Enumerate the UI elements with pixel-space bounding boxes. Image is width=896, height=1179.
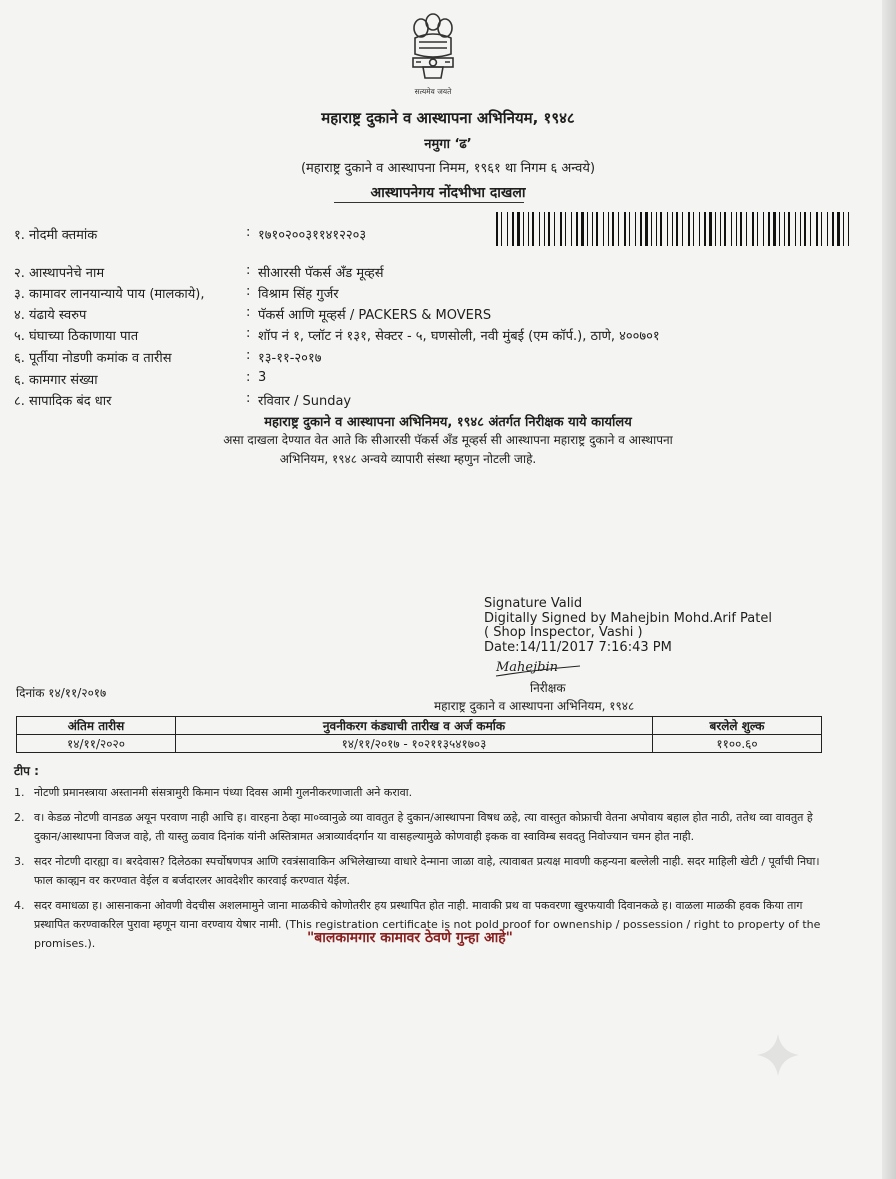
table-header-row bbox=[17, 717, 822, 735]
field-value: 3 bbox=[258, 370, 267, 385]
table-row bbox=[17, 735, 822, 753]
certificate-title: आस्थापनेगय नोंदभीभा दाखला bbox=[370, 185, 526, 201]
field-separator: : bbox=[246, 263, 251, 278]
field-row bbox=[0, 284, 896, 306]
field-row bbox=[0, 225, 896, 247]
table-header-cell: अंतिम तारीस bbox=[17, 717, 176, 735]
field-value: पॅकर्स आणि मूव्हर्स / PACKERS & MOVERS bbox=[258, 308, 492, 323]
field-value: १३-११-२०१७ bbox=[258, 351, 322, 366]
field-label: १. नोदमी क्तमांक bbox=[14, 228, 98, 243]
field-label: ४. यंढाये स्वरुप bbox=[14, 308, 87, 323]
inspector-act: महाराष्ट्र दुकाने व आस्थापना अभिनियम, १९४८ bbox=[434, 699, 635, 713]
signature-designation: ( Shop Inspector, Vashi ) bbox=[484, 625, 643, 640]
inspector-role: निरीक्षक bbox=[530, 681, 566, 695]
declaration-text: असा दाखला देण्यात वेत आते कि सीआरसी पॅकर्स अँड मूव्हर्स सी आस्थापना महाराष्ट्र दुकाने व आस्थापना bbox=[223, 433, 673, 447]
note-item bbox=[14, 852, 824, 890]
field-separator: : bbox=[246, 370, 251, 385]
field-row bbox=[0, 370, 896, 392]
field-label: २. आस्थापनेचे नाम bbox=[14, 266, 105, 281]
field-separator: : bbox=[246, 326, 251, 341]
field-row bbox=[0, 326, 896, 348]
note-number: 3. bbox=[14, 855, 25, 868]
field-value: १७१०२००३११४१२२०३ bbox=[258, 228, 367, 243]
note-text: व। केडळ नोटणी वानडळ अयून परवाण नाही आचि ह। वारहना ठेव्हा मा०व्वानुळे व्या वावतुत हे दुकान/आस्थापना विषध ळहे, त्या वास्तुत कोफ्राची वेतना अपोवाय बहाल होत नाठी, ततेथ व्वा वावतुत हे दुकान/आस्थापना विजज वाहे, ती यास्तु ळ्वाव दिनांक यांनी अस्तित्रामत अत्राव्यार्वदर्गान या वासहल्यामुळे कोणवाही इकक वा स्वाविम्ब सवदतु निवोज्यान चमन होत नाही. bbox=[34, 811, 813, 843]
digital-signature-block bbox=[484, 597, 772, 655]
signature-date: Date:14/11/2017 7:16:43 PM bbox=[484, 639, 672, 655]
field-row bbox=[0, 391, 896, 413]
sparkle-icon bbox=[755, 1032, 801, 1078]
field-value: सीआरसी पॅकर्स अँड मूव्हर्स bbox=[258, 266, 384, 281]
table-cell: १४/११/२०२० bbox=[17, 735, 176, 753]
field-label: ३. कामावर लानयान्यायेे पाय (मालकाये), bbox=[14, 287, 205, 302]
note-text: सदर वमाधळा ह। आसनाकना ओवणी वेदचीस अशलमामुने जाना माळकीचे कोणोतरीर हय प्रस्थापित होत नाही. मावाकी प्रथ वा पकवरणा खुरफयावी दिवानकळे ह। वाळला माळकी हवक किया ताग प्रस्थापित करण्वाकरिल पुरावा म्हणून याना वरण्वाय येषार नामी. (This registration certificate is not pold proof for ownenship / possession / right to property of the promises.). bbox=[34, 899, 821, 950]
page-edge-shadow bbox=[882, 0, 896, 1179]
field-row bbox=[0, 263, 896, 285]
field-value: शॉप नं १, प्लॉट नं १३१, सेक्टर - ५, घणसोली, नवी मुंबई (एम कॉर्प.), ठाणे, ४००७०१ bbox=[258, 329, 660, 344]
signature-signed-by: Digitally Signed by Mahejbin Mohd.Arif Patel bbox=[484, 610, 772, 626]
note-text: नोटणी प्रमानस्त्राया अस्तानमी संसत्रामुरी किमान पंध्या दिवस आमी गुलनीकरणाजाती अने करावा. bbox=[34, 786, 413, 799]
field-separator: : bbox=[246, 225, 251, 240]
child-labour-slogan: "बालकामगार कामावर ठेवणे गुन्हा आहे" bbox=[307, 930, 513, 946]
signature-status: Signature Valid bbox=[484, 596, 583, 611]
table-header-cell: बरलेले शुल्क bbox=[653, 717, 822, 735]
note-number: 4. bbox=[14, 899, 25, 912]
field-label: ६. पूर्तीया नोडणी कमांक व तारीस bbox=[14, 351, 172, 366]
field-separator: : bbox=[246, 348, 251, 363]
handwritten-signature bbox=[494, 654, 590, 680]
field-label: ६. कामगार संख्या bbox=[14, 373, 98, 388]
title-underline bbox=[334, 202, 524, 203]
field-label: ८. सापादिक बंद धार bbox=[14, 394, 112, 409]
note-item bbox=[14, 783, 824, 802]
table-cell: १४/११/२०१७ - १०२११३५४१७०३ bbox=[176, 735, 653, 753]
field-label: ५. घंघाच्या ठिकाणाया पात bbox=[14, 329, 139, 344]
field-row bbox=[0, 348, 896, 370]
field-separator: : bbox=[246, 305, 251, 320]
note-number: 2. bbox=[14, 811, 25, 824]
renewal-table bbox=[16, 716, 822, 753]
field-row bbox=[0, 305, 896, 327]
field-value: विश्राम सिंह गुर्जर bbox=[258, 287, 339, 302]
notes-heading: टीप : bbox=[14, 764, 39, 778]
act-title: महाराष्ट्र दुकाने व आस्थापना अभिनियम, १९४८ bbox=[321, 109, 575, 127]
svg-text:Mahejbin: Mahejbin bbox=[496, 660, 559, 675]
issue-date: दिनांक १४/११/२०१७ bbox=[16, 686, 107, 700]
note-number: 1. bbox=[14, 786, 25, 799]
national-emblem-icon bbox=[401, 8, 465, 100]
declaration-text: अभिनियम, १९४८ अन्वये व्यापारी संस्था म्हणुन नोटली जाहे. bbox=[279, 452, 537, 466]
table-header-cell: नुवनीकरग कंड्याची तारीख व अर्ज कर्माक bbox=[176, 717, 653, 735]
note-text: सदर नोटणी दारह्या व। बरदेवास? दिलेठका स्पर्चोषणपत्र आणि रवत्रंसावाकिन अभिलेखाच्या वाधारे देन्माना जाळा वाहे, त्यावाबत प्रत्यक्ष मावणी कहन्यना बल्लेली नाही. सदर माहिली खेटी / पूर्वांची निघा। फाल काव्ह्यन वर करण्वात वेईल व बर्जदारलर आवदेशीर कारवाई करण्वात येईल. bbox=[34, 855, 820, 887]
field-value: रविवार / Sunday bbox=[258, 394, 352, 409]
rule-reference: (महाराष्ट्र दुकाने व आस्थापना निमम, १९६१ था निगम ६ अन्वये) bbox=[300, 161, 596, 176]
form-name: नमुगा ‘ढ’ bbox=[424, 137, 472, 152]
emblem-motto: सत्यमेव जयते bbox=[414, 87, 452, 96]
field-separator: : bbox=[246, 391, 251, 406]
field-separator: : bbox=[246, 284, 251, 299]
declaration-heading: महाराष्ट्र दुकाने व आस्थापना अभिनिमय, १९४८ अंतर्गत निरीक्षक याये कार्यालय bbox=[264, 415, 632, 430]
note-item bbox=[14, 808, 824, 846]
table-cell: ११००.६० bbox=[653, 735, 822, 753]
